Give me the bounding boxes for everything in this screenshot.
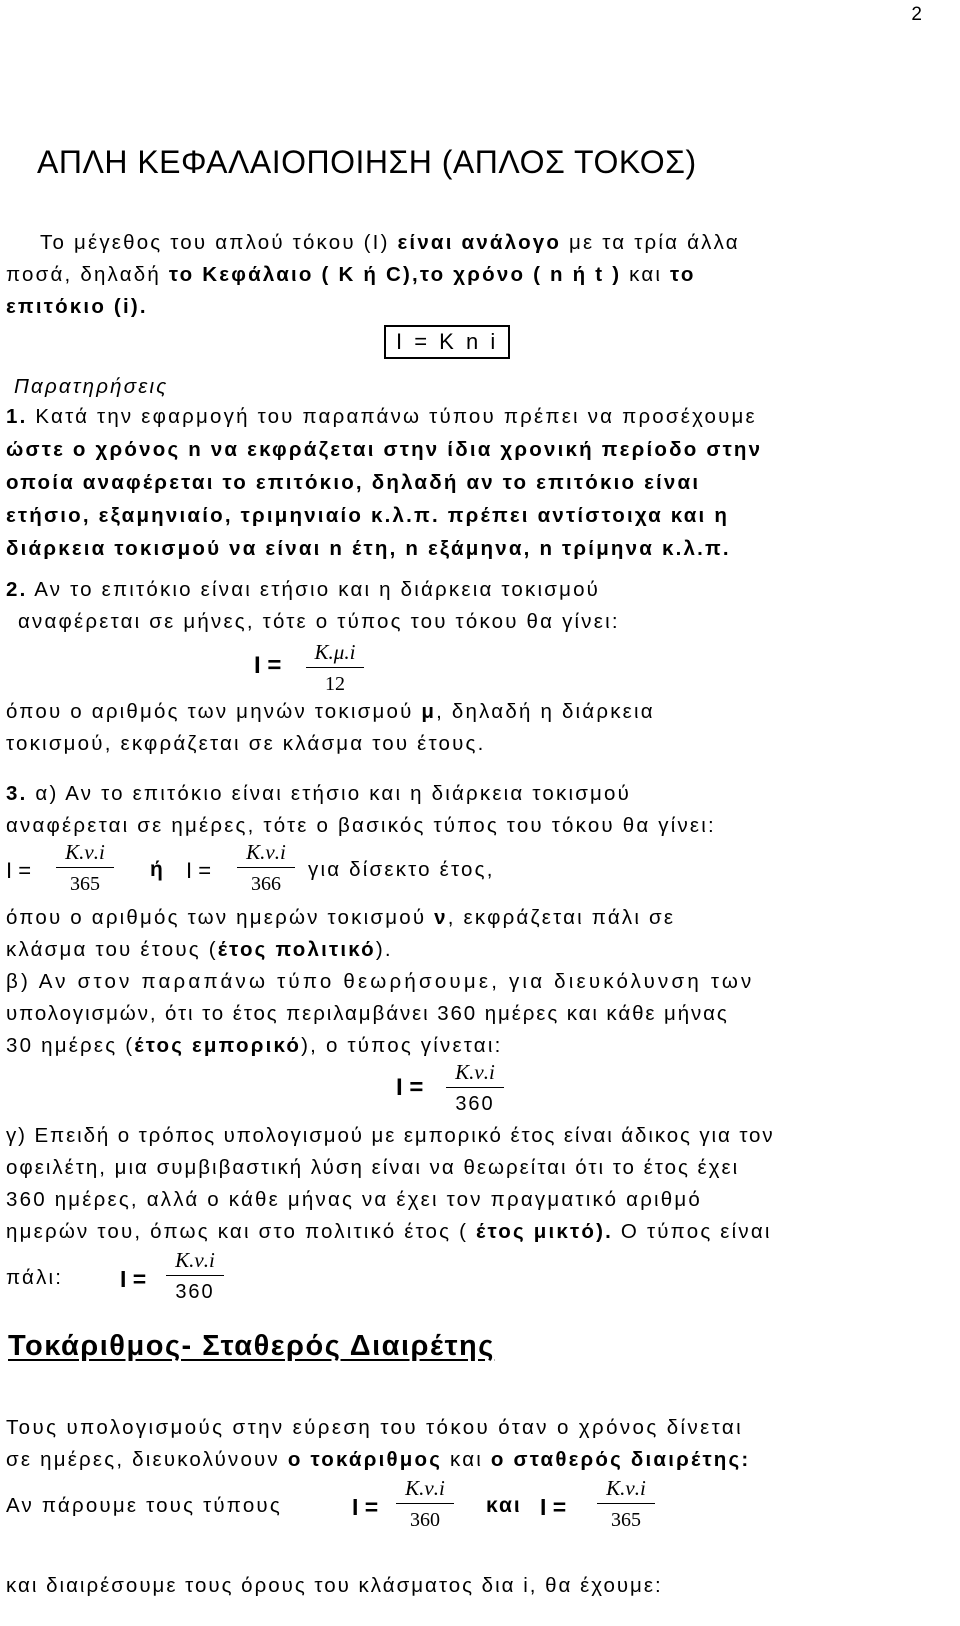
note3-b-formula-lhs: I = (396, 1074, 424, 1101)
text: και (442, 1448, 491, 1471)
section-heading-tokarithmos: Τοκάριθμος- Σταθερός Διαιρέτης (8, 1330, 495, 1362)
fraction-denominator: 366 (251, 873, 281, 895)
text: με τα τρία άλλα (561, 231, 740, 254)
note3-b-line-1: β) Αν στον παραπάνω τύπο θεωρήσουμε, για διευκόλυνση των (6, 970, 755, 993)
text: Ο τύπος είναι (613, 1220, 772, 1243)
note3-c-line-4 (6, 1220, 772, 1244)
fraction-denominator: 365 (70, 873, 100, 895)
fraction-bar (166, 1275, 224, 1276)
text-bold: μ (421, 700, 437, 723)
fraction-bar (306, 667, 364, 668)
note3-fraction-365 (56, 840, 114, 902)
text: Το μέγεθος του απλού τόκου (Ι) (40, 231, 398, 254)
fraction-denominator: 360 (175, 1281, 215, 1303)
section2-fraction-360 (396, 1476, 454, 1538)
fraction-bar (597, 1503, 655, 1504)
text-bold: είναι ανάλογο (397, 231, 562, 254)
text-bold: έτος πολιτικό (217, 938, 376, 961)
text-bold: ο σταθερός διαιρέτης: (490, 1448, 751, 1471)
note2-line-3 (6, 700, 655, 724)
text: κλάσμα του έτους ( (6, 938, 218, 961)
text-bold: ν (434, 906, 448, 929)
text-bold: το (670, 263, 696, 286)
fraction-numerator: Κ.ν.i (175, 1248, 215, 1272)
section2-line-1: Τους υπολογισμούς στην εύρεση του τόκου όταν ο χρόνος δίνεται (6, 1416, 744, 1439)
fraction-bar (446, 1087, 504, 1088)
fraction-numerator: Κ.μ.i (314, 640, 356, 664)
note2-formula-lhs: I = (254, 652, 282, 679)
intro-line-3: επιτόκιο (i). (6, 295, 148, 318)
or-word: ή (150, 858, 163, 881)
fraction-numerator: Κ.ν.i (246, 840, 286, 864)
fraction-numerator: Κ.ν.i (606, 1476, 646, 1500)
section2-eq1-lhs: I = (352, 1494, 379, 1520)
page-title: ΑΠΛΗ ΚΕΦΑΛΑΙΟΠΟΙΗΣΗ (ΑΠΛΟΣ ΤΟΚΟΣ) (37, 144, 697, 180)
note3-b-fraction (446, 1060, 504, 1122)
fraction-denominator: 360 (455, 1093, 495, 1115)
text: α) Αν το επιτόκιο είναι ετήσιο και η διάρκεια τοκισμού (27, 782, 632, 805)
note3-c-line-1: γ) Επειδή ο τρόπος υπολογισμού με εμπορικό έτος είναι άδικος για τον (6, 1124, 775, 1147)
text: ). (375, 938, 393, 961)
note-number: 1. (6, 405, 28, 428)
text: Αν το επιτόκιο είναι ετήσιο και η διάρκεια τοκισμού (27, 578, 601, 601)
note2-line-2: αναφέρεται σε μήνες, τότε ο τύπος του τόκου θα γίνει: (18, 610, 620, 633)
fraction-numerator: Κ.ν.i (405, 1476, 445, 1500)
fraction-numerator: Κ.ν.i (65, 840, 105, 864)
fraction-bar (396, 1503, 454, 1504)
note3-c-line-2: οφειλέτη, μια συμβιβαστική λύση είναι να θεωρείται ότι το έτος έχει (6, 1156, 740, 1179)
and-word: και (486, 1494, 522, 1517)
fraction-bar (56, 867, 114, 868)
note2-line-4: τοκισμού, εκφράζεται σε κλάσμα του έτους. (6, 732, 486, 755)
text: , εκφράζεται πάλι σε (447, 906, 676, 929)
section2-line-2 (6, 1448, 750, 1472)
text: ), ο τύπος γίνεται: (301, 1034, 503, 1057)
text: 30 ημέρες ( (6, 1034, 135, 1057)
note2-line-1 (6, 578, 600, 602)
section2-fraction-365 (597, 1476, 655, 1538)
intro-line-2 (6, 263, 696, 287)
text-bold: έτος μικτό). (476, 1220, 614, 1243)
text: , δηλαδή η διάρκεια (436, 700, 655, 723)
fraction-numerator: Κ.ν.i (455, 1060, 495, 1084)
fraction-denominator: 12 (325, 673, 345, 695)
text-bold: ο τοκάριθμος (287, 1448, 443, 1471)
note3-c-line-3: 360 ημέρες, αλλά ο κάθε μήνας να έχει τον πραγματικό αριθμό (6, 1188, 703, 1211)
note2-fraction (306, 640, 364, 702)
section2-line-4: και διαιρέσουμε τους όρους του κλάσματος δια i, θα έχουμε: (6, 1574, 663, 1597)
note3-line-3 (6, 906, 675, 930)
text: ημερών του, όπως και στο πολιτικό έτος ( (6, 1220, 477, 1243)
text: όπου ο αριθμός των ημερών τοκισμού (6, 906, 435, 929)
note3-fraction-366 (237, 840, 295, 902)
note1-line-1 (6, 405, 757, 429)
note3-c-fraction (166, 1248, 224, 1310)
section2-line-3: Αν πάρουμε τους τύπους (6, 1494, 282, 1517)
notes-heading: Παρατηρήσεις (14, 375, 169, 398)
fraction-denominator: 360 (410, 1509, 440, 1531)
note1-line-2: ώστε ο χρόνος n να εκφράζεται στην ίδια χρονική περίοδο στην (6, 438, 763, 461)
note1-line-4: ετήσιο, εξαμηνιαίο, τριμηνιαίο κ.λ.π. πρέπει αντίστοιχα και η (6, 504, 730, 527)
note1-line-3: οποία αναφέρεται το επιτόκιο, δηλαδή αν το επιτόκιο είναι (6, 471, 701, 494)
note3-line-2: αναφέρεται σε ημέρες, τότε ο βασικός τύπος του τόκου θα γίνει: (6, 814, 716, 837)
note1-line-5: διάρκεια τοκισμού να είναι n έτη, n εξάμηνα, n τρίμηνα κ.λ.π. (6, 537, 731, 560)
note3-line-4 (6, 938, 393, 962)
text: Κατά την εφαρμογή του παραπάνω τύπου πρέπει να προσέχουμε (27, 405, 757, 428)
text: ποσά, δηλαδή (6, 263, 169, 286)
note3-c-formula-lhs: I = (120, 1266, 147, 1292)
note3-eq2-lhs: Ι = (186, 858, 212, 883)
note3-eq1-lhs: Ι = (6, 858, 32, 883)
leap-year-note: για δίσεκτο έτος, (308, 858, 495, 881)
text-bold: το Κεφάλαιο ( Κ ή C),το χρόνο ( n ή t ) (168, 263, 630, 286)
simple-interest-formula-box: I = K n i (384, 325, 510, 359)
text-bold: έτος εμπορικό (134, 1034, 302, 1057)
text: σε ημέρες, διευκολύνουν (6, 1448, 288, 1471)
note3-line-1 (6, 782, 631, 806)
intro-line-1 (40, 231, 740, 255)
note3-c-line-5: πάλι: (6, 1266, 64, 1289)
section2-eq2-lhs: I = (540, 1494, 567, 1520)
note-number: 2. (6, 578, 28, 601)
note-number: 3. (6, 782, 28, 805)
page-number: 2 (911, 4, 922, 25)
fraction-bar (237, 867, 295, 868)
fraction-denominator: 365 (611, 1509, 641, 1531)
text: όπου ο αριθμός των μηνών τοκισμού (6, 700, 422, 723)
text: και (629, 263, 671, 286)
note3-b-line-2: υπολογισμών, ότι το έτος περιλαμβάνει 360 ημέρες και κάθε μήνας (6, 1002, 729, 1025)
note3-b-line-3 (6, 1034, 503, 1058)
